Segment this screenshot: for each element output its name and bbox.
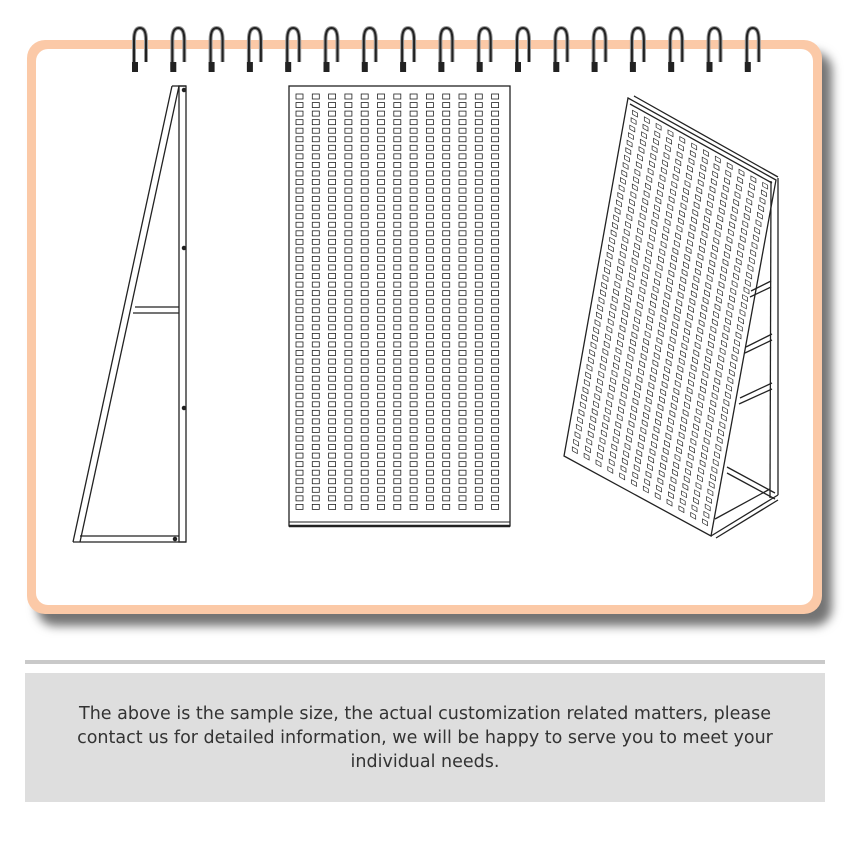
side-view-drawing [73, 86, 186, 542]
front-view-drawing [289, 86, 510, 526]
info-box [25, 673, 825, 802]
perspective-view-holes [572, 110, 767, 525]
section-divider [25, 660, 825, 664]
perspective-view-drawing [564, 96, 778, 538]
info-text: The above is the sample size, the actual customization related matters, please contact us for detailed information, we will be happy to serve you to meet your individual needs. [77, 703, 773, 772]
front-view-holes [296, 94, 499, 509]
